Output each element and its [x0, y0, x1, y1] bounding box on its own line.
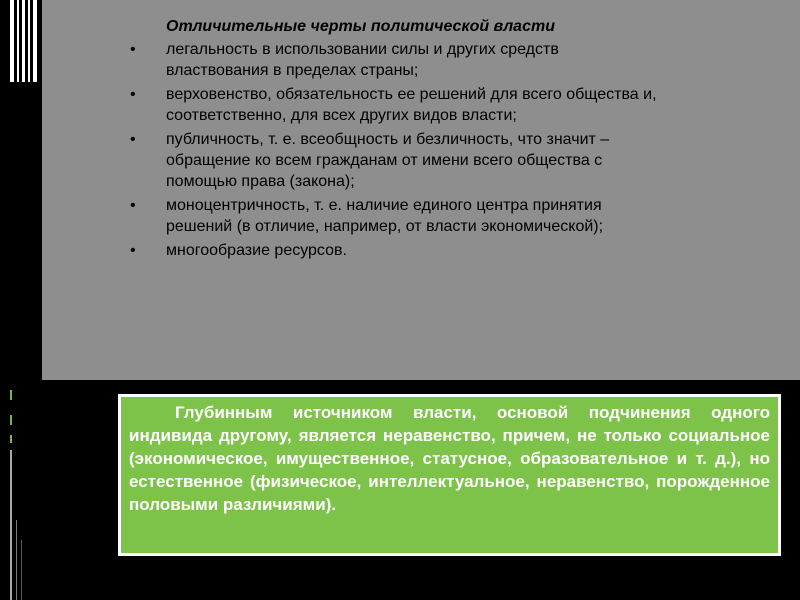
stripe-decoration [10, 390, 12, 400]
feature-text: многообразие ресурсов. [166, 242, 347, 259]
list-item [128, 195, 658, 237]
list-item [128, 129, 658, 192]
bullet-icon: • [130, 197, 136, 214]
stripe-decoration [21, 540, 22, 600]
slide-title: Отличительные черты политической власти [166, 18, 555, 35]
bullet-icon: • [130, 242, 136, 259]
stripe-decoration [22, 0, 25, 82]
stripe-decoration [16, 520, 17, 600]
decorative-stripes [10, 0, 40, 600]
list-item [128, 84, 658, 126]
feature-text: публичность, т. е. всеобщность и безличность, что значит – обращение ко всем гражданам от имени всего общества с помощью права (закона); [166, 131, 610, 190]
stripe-decoration [28, 0, 30, 82]
feature-text: легальность в использовании силы и других средств властвования в пределах страны; [166, 41, 559, 79]
highlight-text: Глубинным источником власти, основой подчинения одного индивида другому, является неравенство, причем, не только социальное (экономическое, имущественное, статусное, образовательное и т. д.), но естественное (физическое, интеллектуальное, неравенство, порожденное половыми различиями). [129, 403, 770, 514]
bullet-icon: • [130, 131, 136, 148]
stripe-decoration [17, 0, 19, 82]
highlight-box [118, 394, 781, 556]
feature-text: моноцентричность, т. е. наличие единого центра принятия решений (в отличие, например, от власти экономической); [166, 197, 604, 235]
bullet-icon: • [130, 41, 136, 58]
feature-text: верховенство, обязательность ее решений для всего общества и, соответственно, для всех других видов власти; [166, 86, 657, 124]
features-block [128, 16, 658, 264]
list-item [128, 39, 658, 81]
list-item [128, 240, 658, 261]
stripe-decoration [10, 415, 12, 425]
stripe-decoration [10, 435, 12, 443]
stripe-decoration [10, 450, 12, 600]
features-list [128, 39, 658, 261]
stripe-decoration [33, 0, 37, 82]
bullet-icon: • [130, 86, 136, 103]
stripe-decoration [10, 0, 14, 82]
